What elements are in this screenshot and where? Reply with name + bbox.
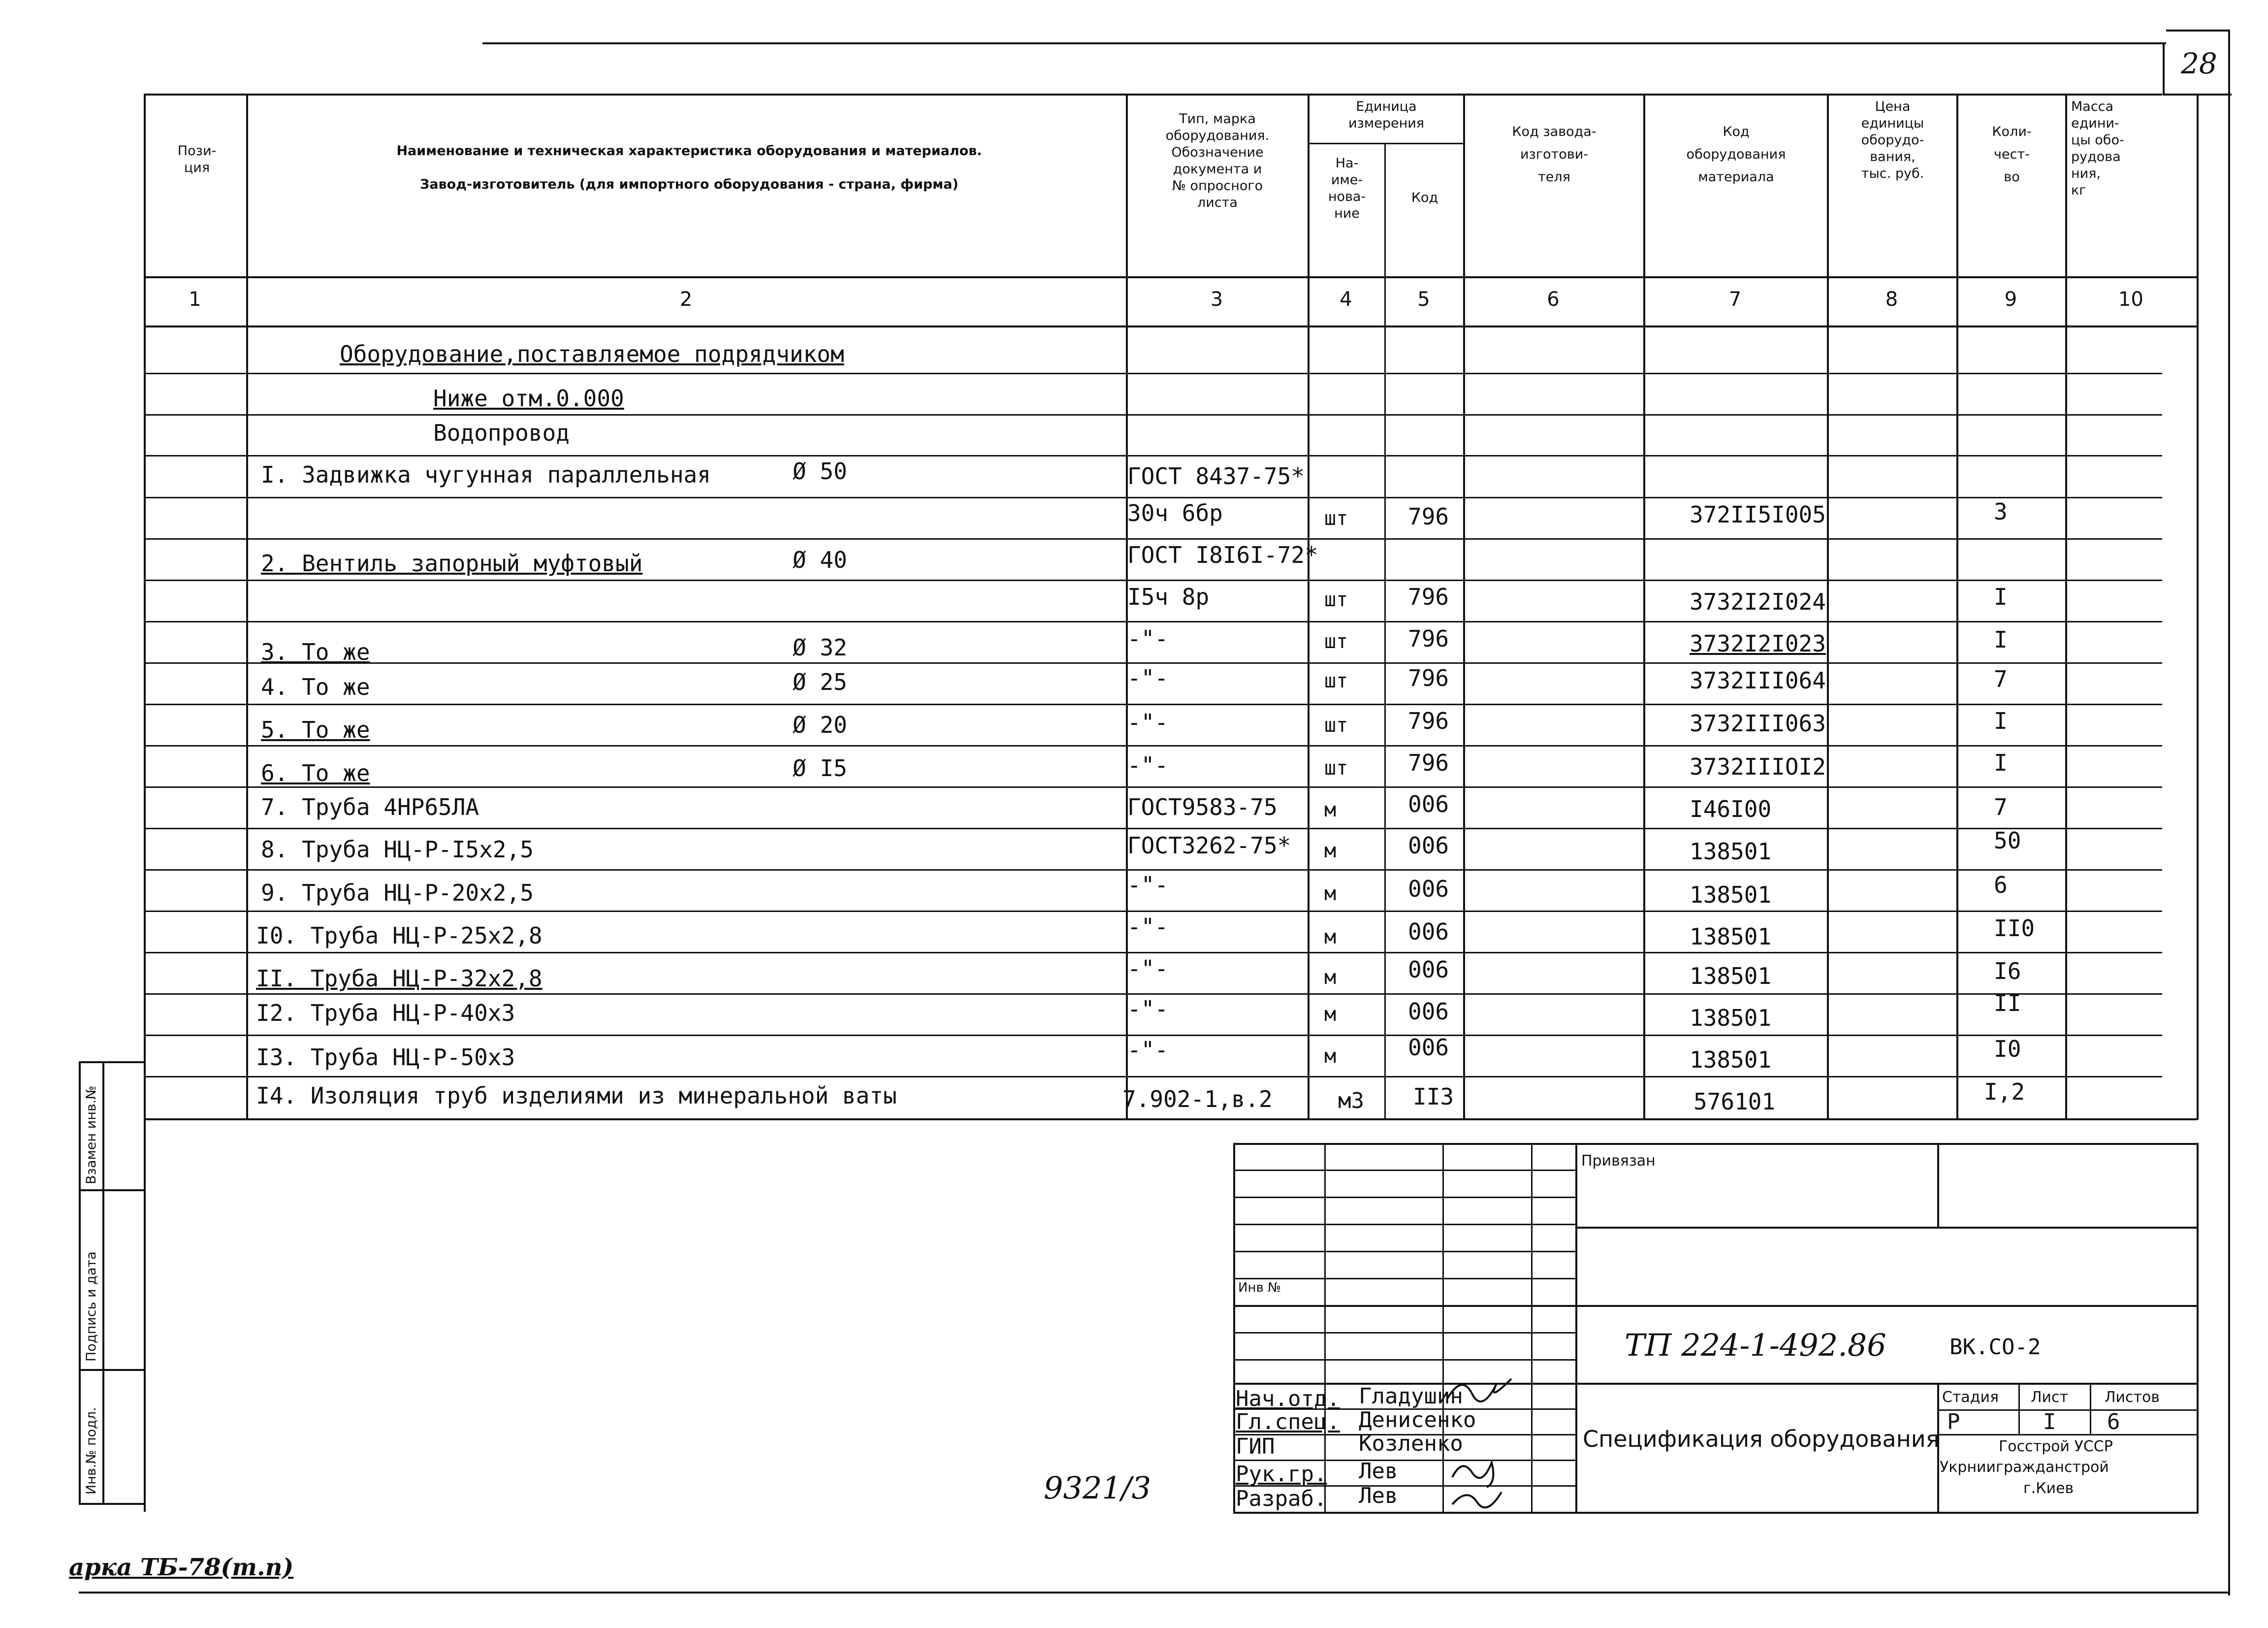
table-row-equip-code: 372II5I005 (1690, 501, 1826, 528)
table-row-code: 006 (1408, 918, 1449, 945)
signature-name: Гладушин (1359, 1384, 1463, 1409)
page-number: 28 (2181, 47, 2217, 80)
sheets-label: Листов (2105, 1389, 2160, 1406)
table-row-type: ГОСТ3262-75* (1127, 832, 1291, 859)
table-row-type: -"- (1127, 872, 1169, 898)
inv-label: Инв № (1238, 1280, 1281, 1295)
table-row-name: I0. Труба НЦ-Р-25х2,8 (256, 922, 543, 949)
col-number-3: 3 (1210, 288, 1223, 311)
org-line-3: г.Киев (2023, 1480, 2074, 1497)
table-row-name: II. Труба НЦ-Р-32х2,8 (256, 965, 543, 992)
table-row-type: -"- (1127, 665, 1169, 691)
table-row-equip-code: 3732I2I023 (1690, 630, 1826, 657)
table-row-type: -"- (1127, 1037, 1169, 1063)
table-row-code: 796 (1408, 749, 1449, 776)
table-row-unit: м3 (1338, 1088, 1364, 1113)
table-row-type: -"- (1127, 996, 1169, 1022)
table-row-qty: II0 (1994, 915, 2035, 942)
sheet-value: I (2043, 1409, 2056, 1434)
col-header-4: На- име- нова- ние (1328, 156, 1366, 221)
table-row-unit: шт (1324, 630, 1348, 653)
table-row-name: 5. То же (261, 716, 370, 743)
col-header-5: Код (1411, 190, 1438, 205)
table-row-diameter: Ø I5 (793, 755, 847, 781)
table-row-diameter: Ø 40 (793, 547, 847, 573)
table-row-type: -"- (1127, 955, 1169, 982)
table-row-code: 006 (1408, 791, 1449, 817)
table-row-equip-code: 138501 (1690, 923, 1772, 950)
table-row-equip-code: 138501 (1690, 1005, 1772, 1031)
table-row-code: 796 (1408, 584, 1449, 610)
table-row-qty: 7 (1994, 794, 2008, 820)
document-title: Спецификация оборудования (1583, 1426, 1940, 1452)
table-row-diameter: Ø 25 (793, 669, 847, 695)
signature-role: Гл.спец. (1236, 1409, 1340, 1434)
table-row-unit: шт (1324, 588, 1348, 611)
side-stamp-inv-podl: Инв.№ подл. (84, 1407, 99, 1495)
table-row-code: 006 (1408, 998, 1449, 1025)
handwritten-signature-icon (1442, 1364, 1531, 1512)
table-row-name: 7. Труба 4НР65ЛА (261, 794, 479, 820)
table-row-name: 8. Труба НЦ-Р-I5х2,5 (261, 836, 534, 863)
privyazan-label: Привязан (1581, 1152, 1656, 1170)
side-stamp-vzamen: Взамен инв.№ (84, 1085, 99, 1184)
table-row-unit: м (1324, 1003, 1337, 1026)
signature-role: Нач.отд. (1236, 1386, 1340, 1411)
table-row-qty: 50 (1994, 827, 2021, 854)
col-number-7: 7 (1728, 288, 1742, 311)
table-row-qty: I6 (1994, 958, 2021, 984)
table-row-qty: II (1994, 990, 2021, 1016)
table-row-diameter: Ø 32 (793, 634, 847, 661)
table-row-qty: I (1994, 708, 2008, 734)
table-row-equip-code: 138501 (1690, 881, 1772, 908)
table-row-unit: м (1324, 840, 1337, 862)
sheets-value: 6 (2107, 1409, 2120, 1434)
table-row-name: I4. Изоляция труб изделиями из минеральной ваты (256, 1082, 897, 1109)
table-row-code: 796 (1408, 708, 1449, 734)
table-row-equip-code: 576101 (1693, 1088, 1776, 1115)
table-row-qty: I (1994, 749, 2008, 776)
table-row-name: I3. Труба НЦ-Р-50х3 (256, 1044, 515, 1071)
org-line-2: Укрниигражданстрой (1940, 1459, 2109, 1476)
table-row-name: 6. То же (261, 760, 370, 786)
col-header-6: Код завода- изготови- теля (1512, 124, 1597, 185)
table-row-type: -"- (1127, 625, 1169, 652)
sheet-code: ВК.СО-2 (1949, 1335, 2041, 1360)
table-row-unit: м (1324, 1045, 1337, 1068)
signature-name: Денисенко (1359, 1407, 1476, 1433)
table-row-code: 796 (1408, 503, 1449, 530)
col-header-1: Пози- ция (177, 143, 217, 175)
col-number-9: 9 (2004, 288, 2017, 311)
side-stamp-podpis: Подпись и дата (84, 1251, 99, 1362)
table-row-name: 4. То же (261, 674, 370, 700)
table-row-unit: шт (1324, 714, 1348, 737)
org-line-1: Госстрой УССР (1999, 1438, 2113, 1455)
table-row-qty: I0 (1994, 1036, 2021, 1062)
signature-name: Лев (1359, 1459, 1398, 1484)
table-row-equip-code: 3732IIIOI2 (1690, 753, 1826, 780)
table-row-equip-code: 138501 (1690, 1046, 1772, 1073)
signature-role: Разраб. (1236, 1486, 1327, 1511)
bottom-note: арка ТБ-78(т.п) (69, 1554, 294, 1581)
table-row-type: ГОСТ I8I6I-72* (1127, 542, 1318, 568)
col-header-8: Цена единицы оборудо- вания, тыс. руб. (1861, 99, 1924, 181)
signature-role: ГИП (1236, 1434, 1275, 1459)
table-row-equip-code: 3732III063 (1690, 710, 1826, 737)
stage-label: Стадия (1942, 1389, 1999, 1406)
table-row-equip-code: 138501 (1690, 838, 1772, 865)
table-row-code: 006 (1408, 876, 1449, 902)
table-row-name: I2. Труба НЦ-Р-40х3 (256, 1000, 515, 1026)
table-row-unit: м (1324, 799, 1337, 821)
section-heading-water-supply: Водопровод (433, 420, 570, 446)
col-number-4: 4 (1340, 288, 1352, 311)
table-row-code: 796 (1408, 665, 1449, 691)
table-row-name: 2. Вентиль запорный муфтовый (261, 550, 643, 577)
table-row-unit: шт (1324, 507, 1348, 530)
table-row-type: ГОСТ9583-75 (1127, 794, 1278, 820)
table-row-equip-code: I46I00 (1690, 796, 1772, 822)
stage-value: Р (1947, 1409, 1960, 1434)
table-row-equip-code: 3732I2I024 (1690, 588, 1826, 615)
col-header-2: Наименование и техническая характеристика оборудования и материалов. Завод-изготовитель (для импортного оборудования - страна, фирма) (396, 143, 982, 192)
table-row-type: 30ч 6бр (1127, 500, 1223, 526)
section-heading-supplier: Оборудование,поставляемое подрядчиком (340, 341, 844, 367)
table-row-unit: шт (1324, 757, 1348, 780)
table-row-diameter: Ø 50 (793, 458, 847, 485)
table-row-type: -"- (1127, 709, 1169, 736)
signature-name: Лев (1359, 1483, 1398, 1508)
unit-group-header: Единица измерения (1348, 99, 1425, 131)
table-row-unit: м (1324, 926, 1337, 948)
col-header-7: Код оборудования материала (1686, 124, 1786, 185)
table-row-code: 006 (1408, 832, 1449, 859)
col-number-10: 10 (2118, 288, 2143, 311)
col-header-10: Масса едини- цы обо- рудова ния, кг (2071, 99, 2124, 198)
sheet-label: Лист (2031, 1389, 2069, 1406)
col-header-3: Тип, марка оборудования. Обозначение документа и № опросного листа (1165, 111, 1270, 210)
table-row-unit: м (1324, 966, 1337, 989)
col-number-5: 5 (1417, 288, 1430, 311)
signature-name: Козленко (1359, 1431, 1463, 1456)
table-row-qty: 3 (1994, 498, 2008, 525)
table-row-type: -"- (1127, 752, 1169, 779)
col-header-9: Коли- чест- во (1992, 124, 2032, 185)
col-number-6: 6 (1547, 288, 1560, 311)
table-row-type: ГОСТ 8437-75* (1127, 463, 1305, 489)
table-row-type: -"- (1127, 913, 1169, 940)
table-row-equip-code: 138501 (1690, 963, 1772, 989)
table-row-qty: I (1994, 584, 2008, 610)
table-row-code: II3 (1413, 1083, 1454, 1110)
table-row-diameter: Ø 20 (793, 712, 847, 738)
document-code: ТП 224-1-492.86 (1625, 1327, 1886, 1363)
table-row-qty: 6 (1994, 872, 2008, 898)
table-row-equip-code: 3732III064 (1690, 667, 1826, 694)
table-row-qty: I,2 (1984, 1078, 2025, 1105)
table-row-name: 9. Труба НЦ-Р-20х2,5 (261, 879, 534, 906)
table-row-code: 006 (1408, 956, 1449, 983)
section-heading-level: Ниже отм.0.000 (433, 385, 624, 412)
col-number-1: 1 (189, 288, 201, 311)
col-number-8: 8 (1885, 288, 1898, 311)
table-row-qty: I (1994, 626, 2008, 653)
table-row-code: 006 (1408, 1034, 1449, 1061)
col-number-2: 2 (679, 288, 693, 311)
handwritten-archive-number: 9321/3 (1044, 1470, 1151, 1506)
table-row-name: 3. То же (261, 639, 370, 665)
table-row-code: 796 (1408, 625, 1449, 652)
table-row-type: 7.902-1,в.2 (1122, 1086, 1273, 1112)
table-row-type: I5ч 8р (1127, 584, 1210, 610)
table-row-unit: шт (1324, 670, 1348, 692)
table-row-name: I. Задвижка чугунная параллельная (261, 461, 711, 488)
signature-role: Рук.гр. (1236, 1462, 1327, 1487)
table-row-qty: 7 (1994, 666, 2008, 692)
table-row-unit: м (1324, 882, 1337, 905)
